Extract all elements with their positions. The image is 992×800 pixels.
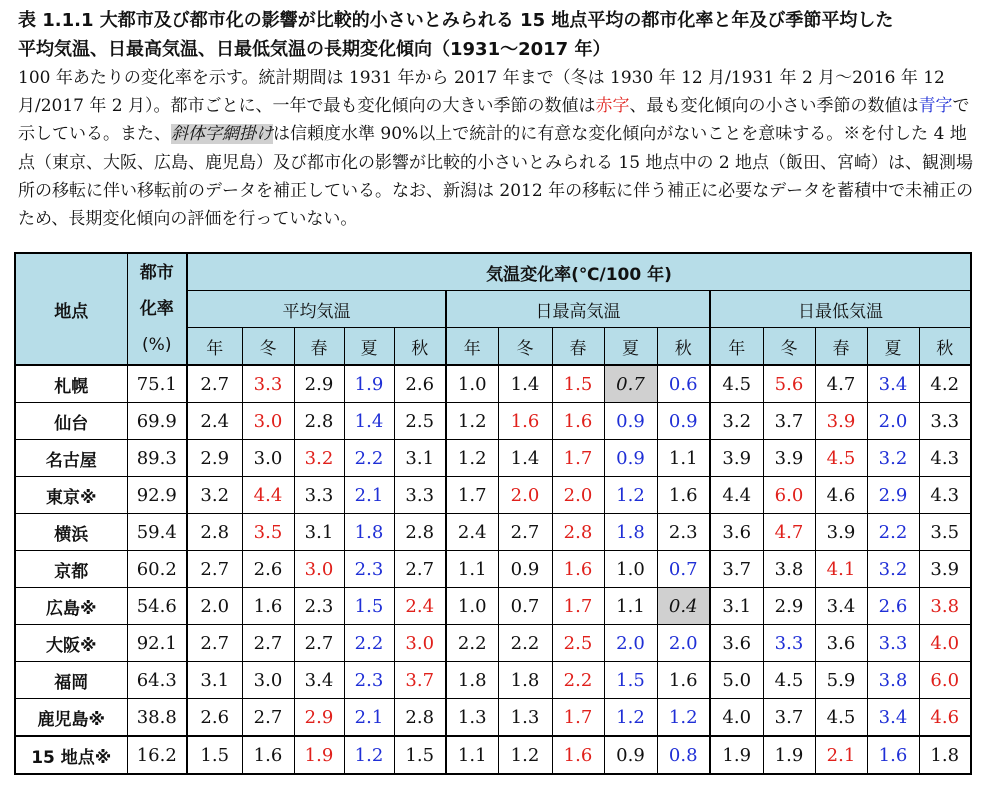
row-value: 2.9 (187, 440, 242, 477)
row-value: 3.2 (187, 477, 242, 514)
row-value: 2.8 (187, 514, 242, 551)
row-value: 3.1 (187, 662, 242, 699)
row-location: 札幌 (15, 365, 127, 403)
row-value: 1.2 (344, 736, 394, 774)
row-value: 1.6 (657, 477, 710, 514)
row-value: 3.3 (242, 365, 294, 403)
row-value: 0.9 (604, 440, 657, 477)
row-value: 3.6 (815, 625, 867, 662)
row-value: 2.8 (394, 699, 446, 737)
header-group-min: 日最低気温 (710, 291, 971, 328)
row-value: 3.2 (294, 440, 344, 477)
row-value: 3.9 (710, 440, 763, 477)
row-value: 2.7 (242, 699, 294, 737)
row-value: 1.2 (498, 736, 552, 774)
row-urban-rate: 64.3 (127, 662, 187, 699)
row-value: 1.6 (242, 588, 294, 625)
row-value: 1.8 (344, 514, 394, 551)
row-value: 2.0 (552, 477, 604, 514)
row-value: 4.5 (710, 365, 763, 403)
table-body (15, 365, 971, 774)
table-row (15, 477, 971, 514)
row-value: 3.0 (394, 625, 446, 662)
row-value: 3.3 (919, 403, 971, 440)
table-row (15, 625, 971, 662)
row-value: 4.5 (815, 440, 867, 477)
header-season: 冬 (498, 328, 552, 366)
row-value: 3.4 (867, 365, 919, 403)
title-line-2: 平均気温、日最高気温、日最低気温の長期変化傾向（1931〜2017 年） (18, 39, 611, 60)
row-value: 2.9 (294, 699, 344, 737)
row-value: 3.0 (242, 403, 294, 440)
desc-blue-legend: 青字 (918, 96, 953, 117)
header-season: 春 (815, 328, 867, 366)
row-value: 3.3 (763, 625, 815, 662)
row-value: 3.7 (394, 662, 446, 699)
desc-part-1: 100 年あたりの変化率を示す。統計期間は 1931 年から 2017 年まで（冬は 1930 年 12 月/1931 年 2 月〜2016 年 12 月/2017 年 2 月）。都市ごとに、一年で最も変化傾向の大きい季節の数値は (18, 68, 945, 117)
row-value: 1.8 (498, 662, 552, 699)
row-urban-rate: 60.2 (127, 551, 187, 588)
row-value: 1.6 (498, 403, 552, 440)
row-value: 1.0 (446, 365, 498, 403)
row-value: 2.0 (657, 625, 710, 662)
row-value: 3.3 (867, 625, 919, 662)
row-value: 5.0 (710, 662, 763, 699)
desc-gray-legend: 斜体字網掛け (171, 124, 273, 145)
row-value: 2.2 (867, 514, 919, 551)
header-season: 秋 (394, 328, 446, 366)
row-value: 2.2 (446, 625, 498, 662)
row-value: 2.2 (344, 625, 394, 662)
row-value: 1.1 (657, 440, 710, 477)
row-value: 4.6 (815, 477, 867, 514)
row-value: 3.5 (242, 514, 294, 551)
row-value: 3.0 (242, 662, 294, 699)
row-value: 1.5 (604, 662, 657, 699)
row-location: 15 地点※ (15, 736, 127, 774)
row-value: 3.8 (919, 588, 971, 625)
header-urban-rate-unit: (%) (142, 335, 172, 355)
row-value: 4.7 (763, 514, 815, 551)
row-value: 3.4 (815, 588, 867, 625)
row-value: 2.7 (294, 625, 344, 662)
row-value: 1.6 (552, 736, 604, 774)
header-season: 夏 (867, 328, 919, 366)
row-value: 1.1 (604, 588, 657, 625)
row-value: 3.6 (710, 514, 763, 551)
header-season: 秋 (657, 328, 710, 366)
row-value: 4.5 (763, 662, 815, 699)
row-value: 2.0 (604, 625, 657, 662)
header-location: 地点 (15, 253, 127, 365)
row-value: 2.5 (552, 625, 604, 662)
row-value: 2.7 (187, 365, 242, 403)
row-value: 5.6 (763, 365, 815, 403)
row-value: 3.2 (867, 440, 919, 477)
row-value: 1.2 (604, 477, 657, 514)
row-value: 3.5 (919, 514, 971, 551)
row-urban-rate: 89.3 (127, 440, 187, 477)
row-value: 1.1 (446, 551, 498, 588)
row-value: 2.7 (498, 514, 552, 551)
header-season: 夏 (604, 328, 657, 366)
row-value: 2.6 (394, 365, 446, 403)
row-value: 1.9 (763, 736, 815, 774)
row-value: 1.7 (552, 588, 604, 625)
row-value: 0.9 (604, 403, 657, 440)
row-value: 4.4 (710, 477, 763, 514)
table-row (15, 514, 971, 551)
row-urban-rate: 92.1 (127, 625, 187, 662)
row-value: 3.7 (763, 699, 815, 737)
row-value: 3.7 (710, 551, 763, 588)
title-line-1: 表 1.1.1 大都市及び都市化の影響が比較的小さいとみられる 15 地点平均の都市化率と年及び季節平均した (18, 10, 894, 31)
row-value: 3.7 (763, 403, 815, 440)
row-urban-rate: 59.4 (127, 514, 187, 551)
row-value: 6.0 (763, 477, 815, 514)
row-value: 3.9 (815, 514, 867, 551)
row-value: 1.9 (344, 365, 394, 403)
table-row (15, 736, 971, 774)
row-value: 2.2 (344, 440, 394, 477)
row-value: 3.9 (763, 440, 815, 477)
row-value: 1.8 (446, 662, 498, 699)
row-value: 1.5 (187, 736, 242, 774)
row-value: 2.3 (294, 588, 344, 625)
row-value: 4.7 (815, 365, 867, 403)
row-value: 2.5 (394, 403, 446, 440)
row-value: 0.7 (498, 588, 552, 625)
temperature-trend-table (14, 252, 972, 775)
desc-part-3: で示している。また、 (18, 96, 970, 145)
table-title (18, 6, 983, 64)
row-value: 2.6 (867, 588, 919, 625)
row-value: 3.2 (867, 551, 919, 588)
row-value: 2.4 (446, 514, 498, 551)
row-value: 1.8 (604, 514, 657, 551)
row-value: 2.7 (242, 625, 294, 662)
row-value: 2.8 (294, 403, 344, 440)
row-urban-rate: 54.6 (127, 588, 187, 625)
row-value: 1.2 (604, 699, 657, 737)
row-value: 3.9 (815, 403, 867, 440)
row-value: 4.0 (919, 625, 971, 662)
row-value: 0.8 (657, 736, 710, 774)
row-value: 1.1 (446, 736, 498, 774)
row-value: 1.4 (498, 440, 552, 477)
header-season: 春 (552, 328, 604, 366)
row-value: 4.3 (919, 477, 971, 514)
row-value: 1.2 (446, 440, 498, 477)
row-value: 2.1 (344, 477, 394, 514)
row-value: 1.2 (446, 403, 498, 440)
row-value: 3.8 (867, 662, 919, 699)
table-row (15, 440, 971, 477)
table-row (15, 588, 971, 625)
row-value: 2.4 (394, 588, 446, 625)
header-group-max: 日最高気温 (446, 291, 710, 328)
header-temp-change: 気温変化率(℃/100 年) (187, 253, 971, 291)
row-value: 2.9 (763, 588, 815, 625)
table-description (18, 64, 983, 233)
row-value: 1.3 (498, 699, 552, 737)
row-value: 1.6 (552, 403, 604, 440)
row-location: 鹿児島※ (15, 699, 127, 737)
header-season: 秋 (919, 328, 971, 366)
row-value: 4.5 (815, 699, 867, 737)
row-value: 1.8 (919, 736, 971, 774)
row-value: 2.0 (867, 403, 919, 440)
row-value: 4.4 (242, 477, 294, 514)
header-season: 年 (710, 328, 763, 366)
row-value: 2.1 (815, 736, 867, 774)
table-row (15, 662, 971, 699)
row-value: 2.7 (187, 625, 242, 662)
row-urban-rate: 69.9 (127, 403, 187, 440)
row-value: 1.9 (294, 736, 344, 774)
row-value: 3.4 (867, 699, 919, 737)
row-value: 3.2 (710, 403, 763, 440)
row-location: 名古屋 (15, 440, 127, 477)
row-location: 仙台 (15, 403, 127, 440)
header-season: 冬 (242, 328, 294, 366)
desc-red-legend: 赤字 (595, 96, 630, 117)
row-value: 2.6 (187, 699, 242, 737)
row-value: 2.4 (187, 403, 242, 440)
row-value: 3.1 (710, 588, 763, 625)
row-value: 3.0 (294, 551, 344, 588)
row-value: 2.0 (187, 588, 242, 625)
row-value: 2.3 (344, 551, 394, 588)
header-season: 春 (294, 328, 344, 366)
row-location: 京都 (15, 551, 127, 588)
desc-part-4: は信頼度水準 90%以上で統計的に有意な変化傾向がないことを意味する。※を付した 4 地点（東京、大阪、広島、鹿児島）及び都市化の影響が比較的小さいとみられる 15 地点中の 2 地点（飯田、宮崎）は、観測場所の移転に伴い移転前のデータを補正している。なお、新潟は 2012 年の移転に伴う補正に必要なデータを蓄積中で未補正のため、長期変化傾向の評価を行っていない。 (18, 124, 974, 230)
row-value: 4.2 (919, 365, 971, 403)
row-value: 5.9 (815, 662, 867, 699)
row-value: 4.6 (919, 699, 971, 737)
row-value: 2.0 (498, 477, 552, 514)
row-value: 2.9 (294, 365, 344, 403)
row-value: 0.7 (604, 365, 657, 403)
row-value: 2.8 (394, 514, 446, 551)
row-location: 大阪※ (15, 625, 127, 662)
row-urban-rate: 38.8 (127, 699, 187, 737)
row-value: 1.4 (498, 365, 552, 403)
desc-part-2: 、最も変化傾向の小さい季節の数値は (629, 96, 919, 117)
header-season: 冬 (763, 328, 815, 366)
header-season: 夏 (344, 328, 394, 366)
row-location: 横浜 (15, 514, 127, 551)
table-row (15, 365, 971, 403)
row-value: 0.4 (657, 588, 710, 625)
row-value: 1.0 (604, 551, 657, 588)
row-value: 0.9 (498, 551, 552, 588)
row-value: 2.2 (498, 625, 552, 662)
row-value: 1.7 (552, 699, 604, 737)
row-value: 1.6 (552, 551, 604, 588)
row-value: 3.0 (242, 440, 294, 477)
table-row (15, 551, 971, 588)
row-value: 3.1 (294, 514, 344, 551)
row-value: 2.3 (344, 662, 394, 699)
row-value: 3.8 (763, 551, 815, 588)
row-value: 0.9 (657, 403, 710, 440)
row-value: 1.6 (657, 662, 710, 699)
row-value: 2.8 (552, 514, 604, 551)
row-value: 3.1 (394, 440, 446, 477)
row-value: 1.2 (657, 699, 710, 737)
row-value: 0.6 (657, 365, 710, 403)
row-value: 1.6 (867, 736, 919, 774)
row-value: 4.1 (815, 551, 867, 588)
row-urban-rate: 75.1 (127, 365, 187, 403)
header-urban-rate-line2: 化率 (139, 299, 174, 319)
row-value: 4.3 (919, 440, 971, 477)
row-value: 1.4 (344, 403, 394, 440)
row-value: 4.0 (710, 699, 763, 737)
header-urban-rate-line1: 都市 (139, 263, 174, 283)
row-value: 1.6 (242, 736, 294, 774)
row-value: 2.7 (187, 551, 242, 588)
row-value: 1.0 (446, 588, 498, 625)
table-row (15, 403, 971, 440)
row-value: 3.9 (919, 551, 971, 588)
row-value: 0.9 (604, 736, 657, 774)
row-value: 1.5 (344, 588, 394, 625)
header-group-mean: 平均気温 (187, 291, 446, 328)
row-urban-rate: 92.9 (127, 477, 187, 514)
header-season: 年 (187, 328, 242, 366)
row-value: 2.6 (242, 551, 294, 588)
row-value: 2.9 (867, 477, 919, 514)
row-value: 1.5 (552, 365, 604, 403)
row-value: 1.3 (446, 699, 498, 737)
table-row (15, 699, 971, 737)
row-value: 2.1 (344, 699, 394, 737)
row-value: 0.7 (657, 551, 710, 588)
row-value: 1.5 (394, 736, 446, 774)
row-value: 6.0 (919, 662, 971, 699)
row-value: 2.2 (552, 662, 604, 699)
row-value: 2.3 (657, 514, 710, 551)
row-value: 3.4 (294, 662, 344, 699)
row-urban-rate: 16.2 (127, 736, 187, 774)
row-value: 2.7 (394, 551, 446, 588)
header-season: 年 (446, 328, 498, 366)
row-location: 広島※ (15, 588, 127, 625)
row-location: 東京※ (15, 477, 127, 514)
row-value: 3.3 (294, 477, 344, 514)
row-value: 3.3 (394, 477, 446, 514)
row-value: 1.7 (446, 477, 498, 514)
row-value: 3.6 (710, 625, 763, 662)
row-value: 1.7 (552, 440, 604, 477)
row-location: 福岡 (15, 662, 127, 699)
header-urban-rate (127, 253, 187, 365)
row-value: 1.9 (710, 736, 763, 774)
